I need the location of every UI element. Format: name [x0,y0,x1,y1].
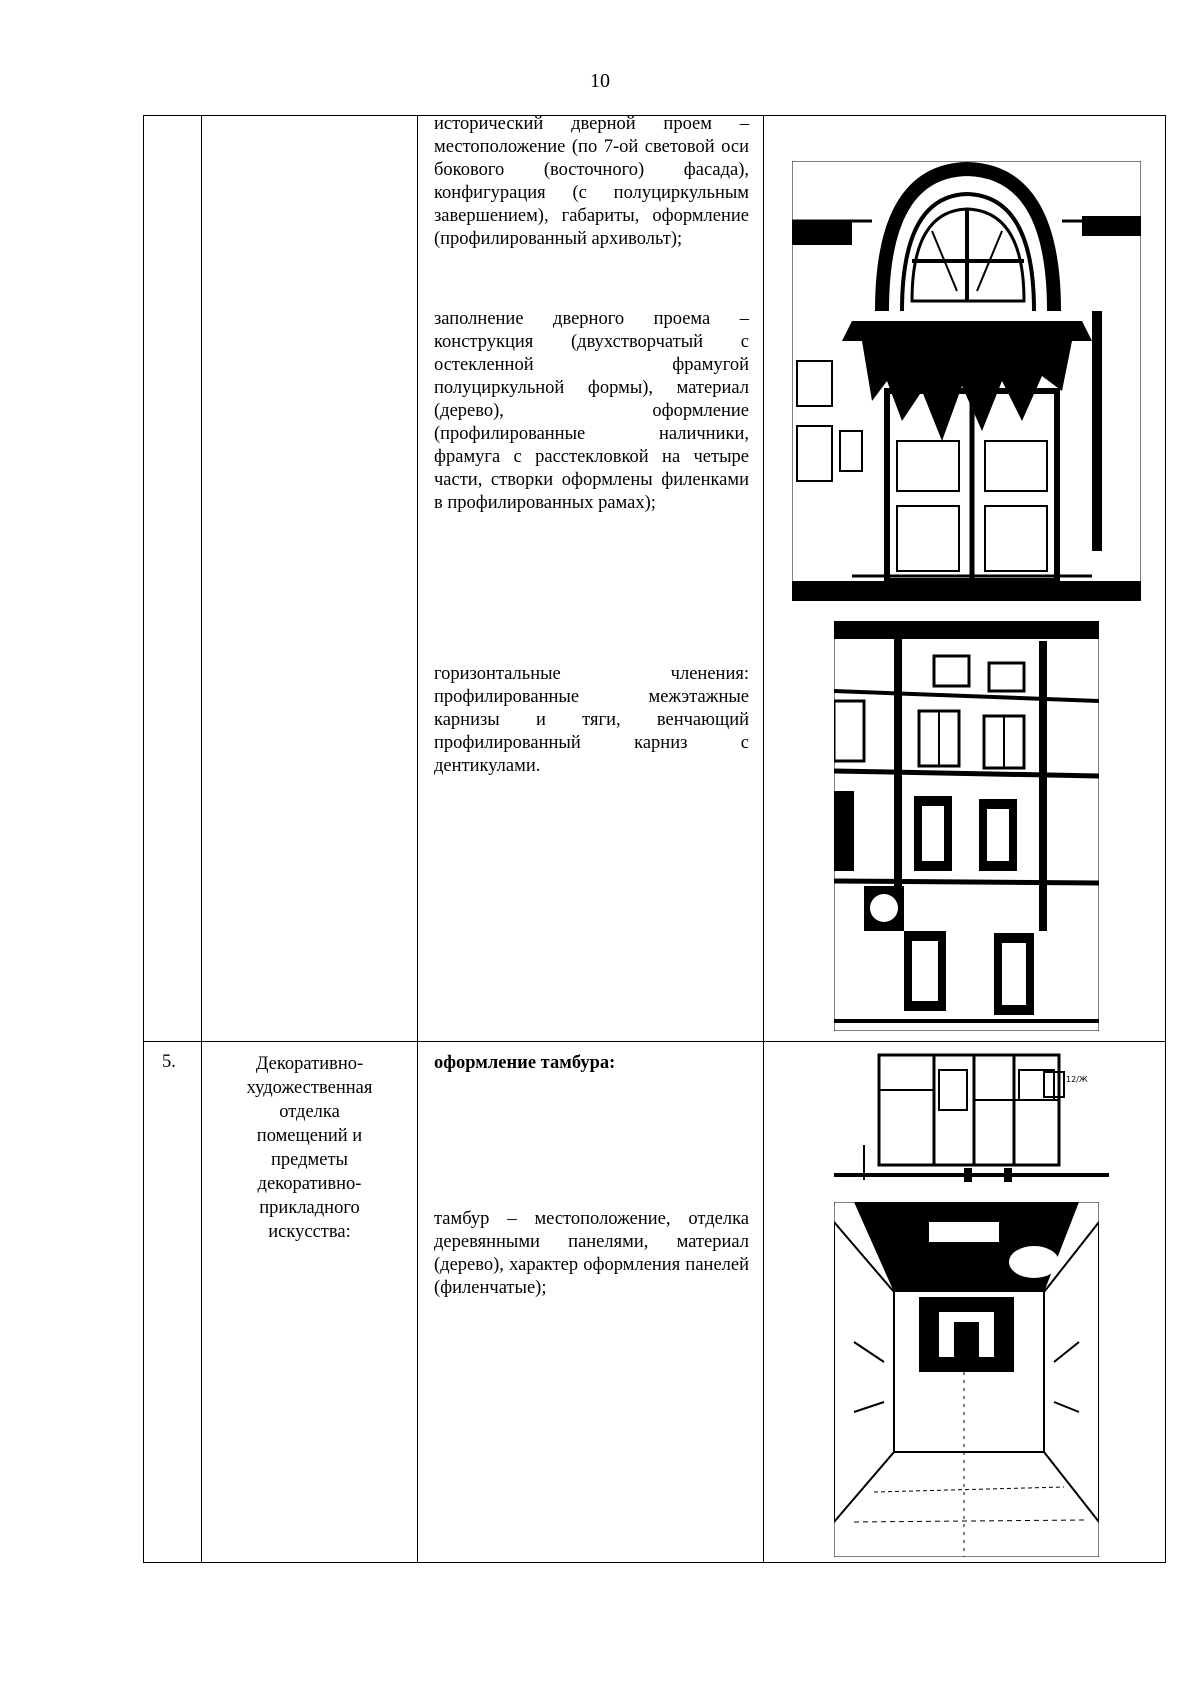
horizontal-divisions-description: горизонтальные членения: профилированные межэтажные карнизы и тяги, венчающий профилированный карниз с дентикулами. [434,664,749,776]
title-line: искусства: [268,1222,351,1242]
table-row [144,1042,1166,1563]
row-title-cell [202,1042,418,1563]
title-line: прикладного [259,1198,360,1218]
vestibule-heading: оформление тамбура: [434,1053,616,1073]
arched-doorway-photo [792,161,1141,601]
row-title-cell [202,116,418,1042]
title-line: отделка [279,1102,340,1122]
row-description-cell [418,116,764,1042]
row-image-cell [764,1042,1166,1563]
row-image-cell [764,116,1166,1042]
plan-label: 12/Ж [1066,1075,1088,1084]
table-row [144,116,1166,1042]
row-description-cell [418,1042,764,1563]
page-number: 10 [590,70,610,92]
floor-plan-fragment [834,1050,1109,1190]
title-line: декоративно- [257,1174,362,1194]
door-filling-description: заполнение дверного проема – конструкция (двухстворчатый с остекленной фрамугой полуциркульной формы), материал (дерево), оформление (профилированные наличники, фрамуга с расстекловкой на четыре части, створки оформлены филенками в профилированных рамах); [434,309,749,513]
monument-description-table [143,115,1166,1563]
title-line: Декоративно- [255,1054,364,1074]
row-number-cell [144,116,202,1042]
vestibule-description: тамбур – местоположение, отделка деревянными панелями, материал (дерево), характер оформления панелей (филенчатые); [434,1209,749,1298]
vestibule-photo [834,1202,1099,1557]
row-number-cell: 5. [144,1042,202,1563]
doorway-description: исторический дверной проем – местоположение (по 7-ой световой оси бокового (восточного) фасада), конфигурация (с полуциркульным завершением), габариты, оформление (профилированный архивольт); [434,114,749,249]
facade-photo [834,621,1099,1031]
title-line: предметы [271,1150,348,1170]
title-line: помещений и [256,1126,363,1146]
title-line: художественная [246,1078,373,1098]
